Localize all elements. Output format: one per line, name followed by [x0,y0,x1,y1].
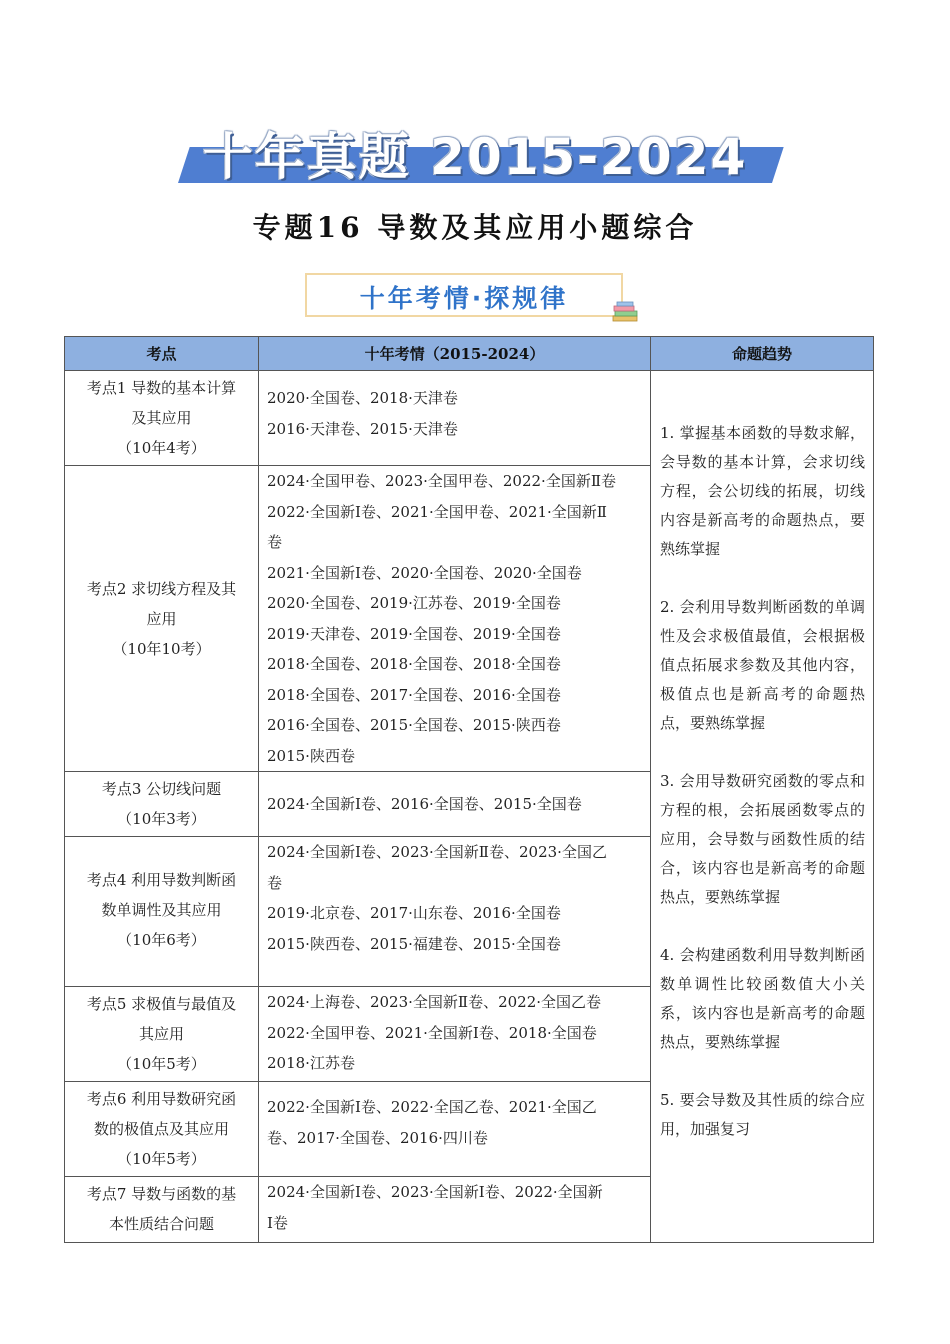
years-line: 2022·全国新Ⅰ卷、2021·全国甲卷、2021·全国新Ⅱ [267,502,607,521]
kaodian-text: 考点6 利用导数研究函 [86,1090,237,1108]
years-line: 2015·陕西卷、2015·福建卷、2015·全国卷 [267,934,561,953]
years-line: 卷 [267,873,283,892]
kaodian-cell [65,1082,259,1177]
years-line: 2018·全国卷、2018·全国卷、2018·全国卷 [267,655,561,673]
years-cell [259,1082,651,1177]
years-line: 2015·陕西卷 [267,746,355,765]
years-line: 2022·全国新Ⅰ卷、2022·全国乙卷、2021·全国乙 [267,1098,597,1116]
years-line: 2024·上海卷、2023·全国新Ⅱ卷、2022·全国乙卷 [267,993,602,1011]
trend-item: 2. 会利用导数判断函数的单调性及会求极值最值，会根据极值点拓展求参数及其他内容，极值点也是新高考的命题热点，要熟练掌握 [660,598,865,732]
subject-title: 专题16 导数及其应用小题综合 [252,211,698,244]
years-line: 2020·全国卷、2018·天津卷 [267,389,458,407]
trend-item: 4. 会构建函数利用导数判断函数单调性比较函数值大小关系，该内容也是新高考的命题热点，要熟练掌握 [660,946,865,1051]
kaodian-count: （10年5考） [117,1150,206,1168]
years-line: 2016·天津卷、2015·天津卷 [267,419,458,438]
years-line: 2021·全国新Ⅰ卷、2020·全国卷、2020·全国卷 [267,563,582,582]
years-line: 2024·全国新Ⅰ卷、2023·全国新Ⅱ卷、2023·全国乙 [267,843,607,861]
banner-title: 十年真题 2015-2024 [202,128,748,186]
books-icon [611,300,641,324]
years-line: Ⅰ卷 [267,1213,288,1232]
kaodian-count: （10年5考） [117,1055,206,1073]
kaodian-text: 考点3 公切线问题 [101,780,222,798]
kaodian-cell [65,987,259,1082]
years-line: 2024·全国新Ⅰ卷、2016·全国卷、2015·全国卷 [267,794,582,813]
years-line: 2019·天津卷、2019·全国卷、2019·全国卷 [267,624,561,643]
section-label: 十年考情·探规律 [359,284,569,313]
years-cell [259,1177,651,1243]
years-line: 2016·全国卷、2015·全国卷、2015·陕西卷 [267,716,561,734]
years-line: 卷、2017·全国卷、2016·四川卷 [267,1128,488,1147]
table-row [65,371,874,466]
years-cell [259,371,651,466]
years-cell [259,837,651,987]
header-kaodian: 考点 [65,337,259,371]
years-line: 2018·江苏卷 [267,1054,355,1072]
banner [178,115,772,185]
kaodian-cell [65,772,259,837]
trend-cell [651,371,874,1243]
kaodian-text: 考点5 求极值与最值及 [86,995,237,1013]
kaodian-cell [65,1177,259,1243]
header-trend: 命题趋势 [651,337,874,371]
kaodian-count: （10年10考） [112,639,211,658]
years-cell [259,772,651,837]
kaodian-count: （10年3考） [117,810,206,828]
kaodian-text: 其应用 [138,1025,184,1043]
kaodian-text: 考点1 导数的基本计算 [86,379,237,397]
years-line: 2024·全国新Ⅰ卷、2023·全国新Ⅰ卷、2022·全国新 [267,1183,603,1201]
trend-item: 3. 会用导数研究函数的零点和方程的根，会拓展函数零点的应用，会导数与函数性质的结合，该内容也是新高考的命题热点，要熟练掌握 [660,772,865,906]
years-line: 2024·全国甲卷、2023·全国甲卷、2022·全国新Ⅱ卷 [267,472,617,490]
years-line: 2020·全国卷、2019·江苏卷、2019·全国卷 [267,594,561,612]
years-line: 2022·全国甲卷、2021·全国新Ⅰ卷、2018·全国卷 [267,1023,597,1042]
kaodian-cell [65,837,259,987]
kaodian-text: 及其应用 [131,409,192,427]
years-cell [259,466,651,772]
kaodian-text: 考点7 导数与函数的基 [86,1185,237,1203]
exam-table [64,336,874,1243]
kaodian-text: 本性质结合问题 [108,1215,214,1233]
kaodian-text: 应用 [146,609,177,628]
years-cell [259,987,651,1082]
kaodian-text: 数的极值点及其应用 [93,1120,229,1138]
years-line: 2018·全国卷、2017·全国卷、2016·全国卷 [267,685,561,704]
kaodian-text: 数单调性及其应用 [101,901,222,919]
trend-item: 1. 掌握基本函数的导数求解，会导数的基本计算，会求切线方程，会公切线的拓展，切线内容是新高考的命题热点，要熟练掌握 [660,424,865,558]
kaodian-cell [65,466,259,772]
section-header [305,273,623,317]
trend-item: 5. 要会导数及其性质的综合应用，加强复习 [660,1091,865,1138]
kaodian-count: （10年4考） [117,439,206,457]
years-line: 2019·北京卷、2017·山东卷、2016·全国卷 [267,904,561,922]
table-header-row [65,337,874,371]
kaodian-text: 考点4 利用导数判断函 [86,871,237,889]
kaodian-text: 考点2 求切线方程及其 [86,579,237,598]
kaodian-cell [65,371,259,466]
kaodian-count: （10年6考） [117,931,206,949]
header-kaoqing: 十年考情（2015-2024） [259,337,651,371]
years-line: 卷 [267,533,283,551]
